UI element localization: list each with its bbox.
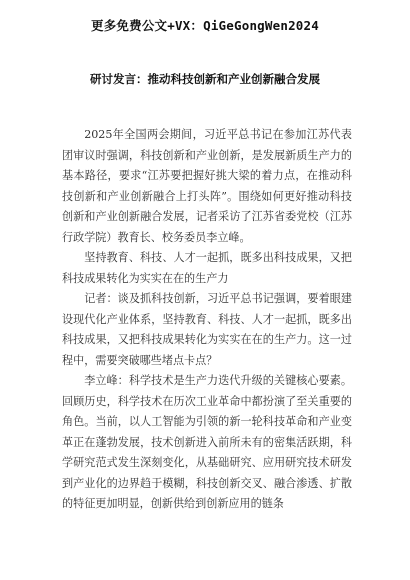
paragraph-section-heading: 坚持教育、科技、人才一起抓，既多出科技成果，又把科技成果转化为实实在在的生产力 [62,251,352,285]
document-body [62,125,352,515]
paragraph-interviewee-answer: 李立峰：科学技术是生产力迭代升级的关键核心要素。回顾历史，科学技术在历次工业革命中都扮演了至关重要的角色。当前，以人工智能为引领的新一轮科技革命和产业变革正在蓬勃发展，技术创新进入前所未有的密集活跃期，科学研究范式发生深刻变化，从基础研究、应用研究技术研发到产业化的边界趋于模糊，科技创新交叉、融合渗透、扩散的特征更加明显，创新供给到创新应用的链条 [62,374,352,510]
page-header-banner: 更多免费公文+VX：QiGeGongWen2024 [91,18,319,33]
paragraph-intro: 2025年全国两会期间，习近平总书记在参加江苏代表团审议时强调，科技创新和产业创新，是发展新质生产力的基本路径，要求“江苏要把握好挑大梁的着力点，在推动科技创新和产业创新融合上打头阵”。围绕如何更好推动科技创新和产业创新融合发展，记者采访了江苏省委党校（江苏行政学院）教育长、校务委员李立峰。 [62,128,352,244]
paragraph-reporter-question: 记者：谈及抓科技创新，习近平总书记强调，要着眼建设现代化产业体系，坚持教育、科技、人才一起抓，既多出科技成果，又把科技成果转化为实实在在的生产力。这一过程中，需要突破哪些堵点卡点？ [62,292,352,367]
document-title: 研讨发言：推动科技创新和产业创新融合发展 [90,72,320,86]
